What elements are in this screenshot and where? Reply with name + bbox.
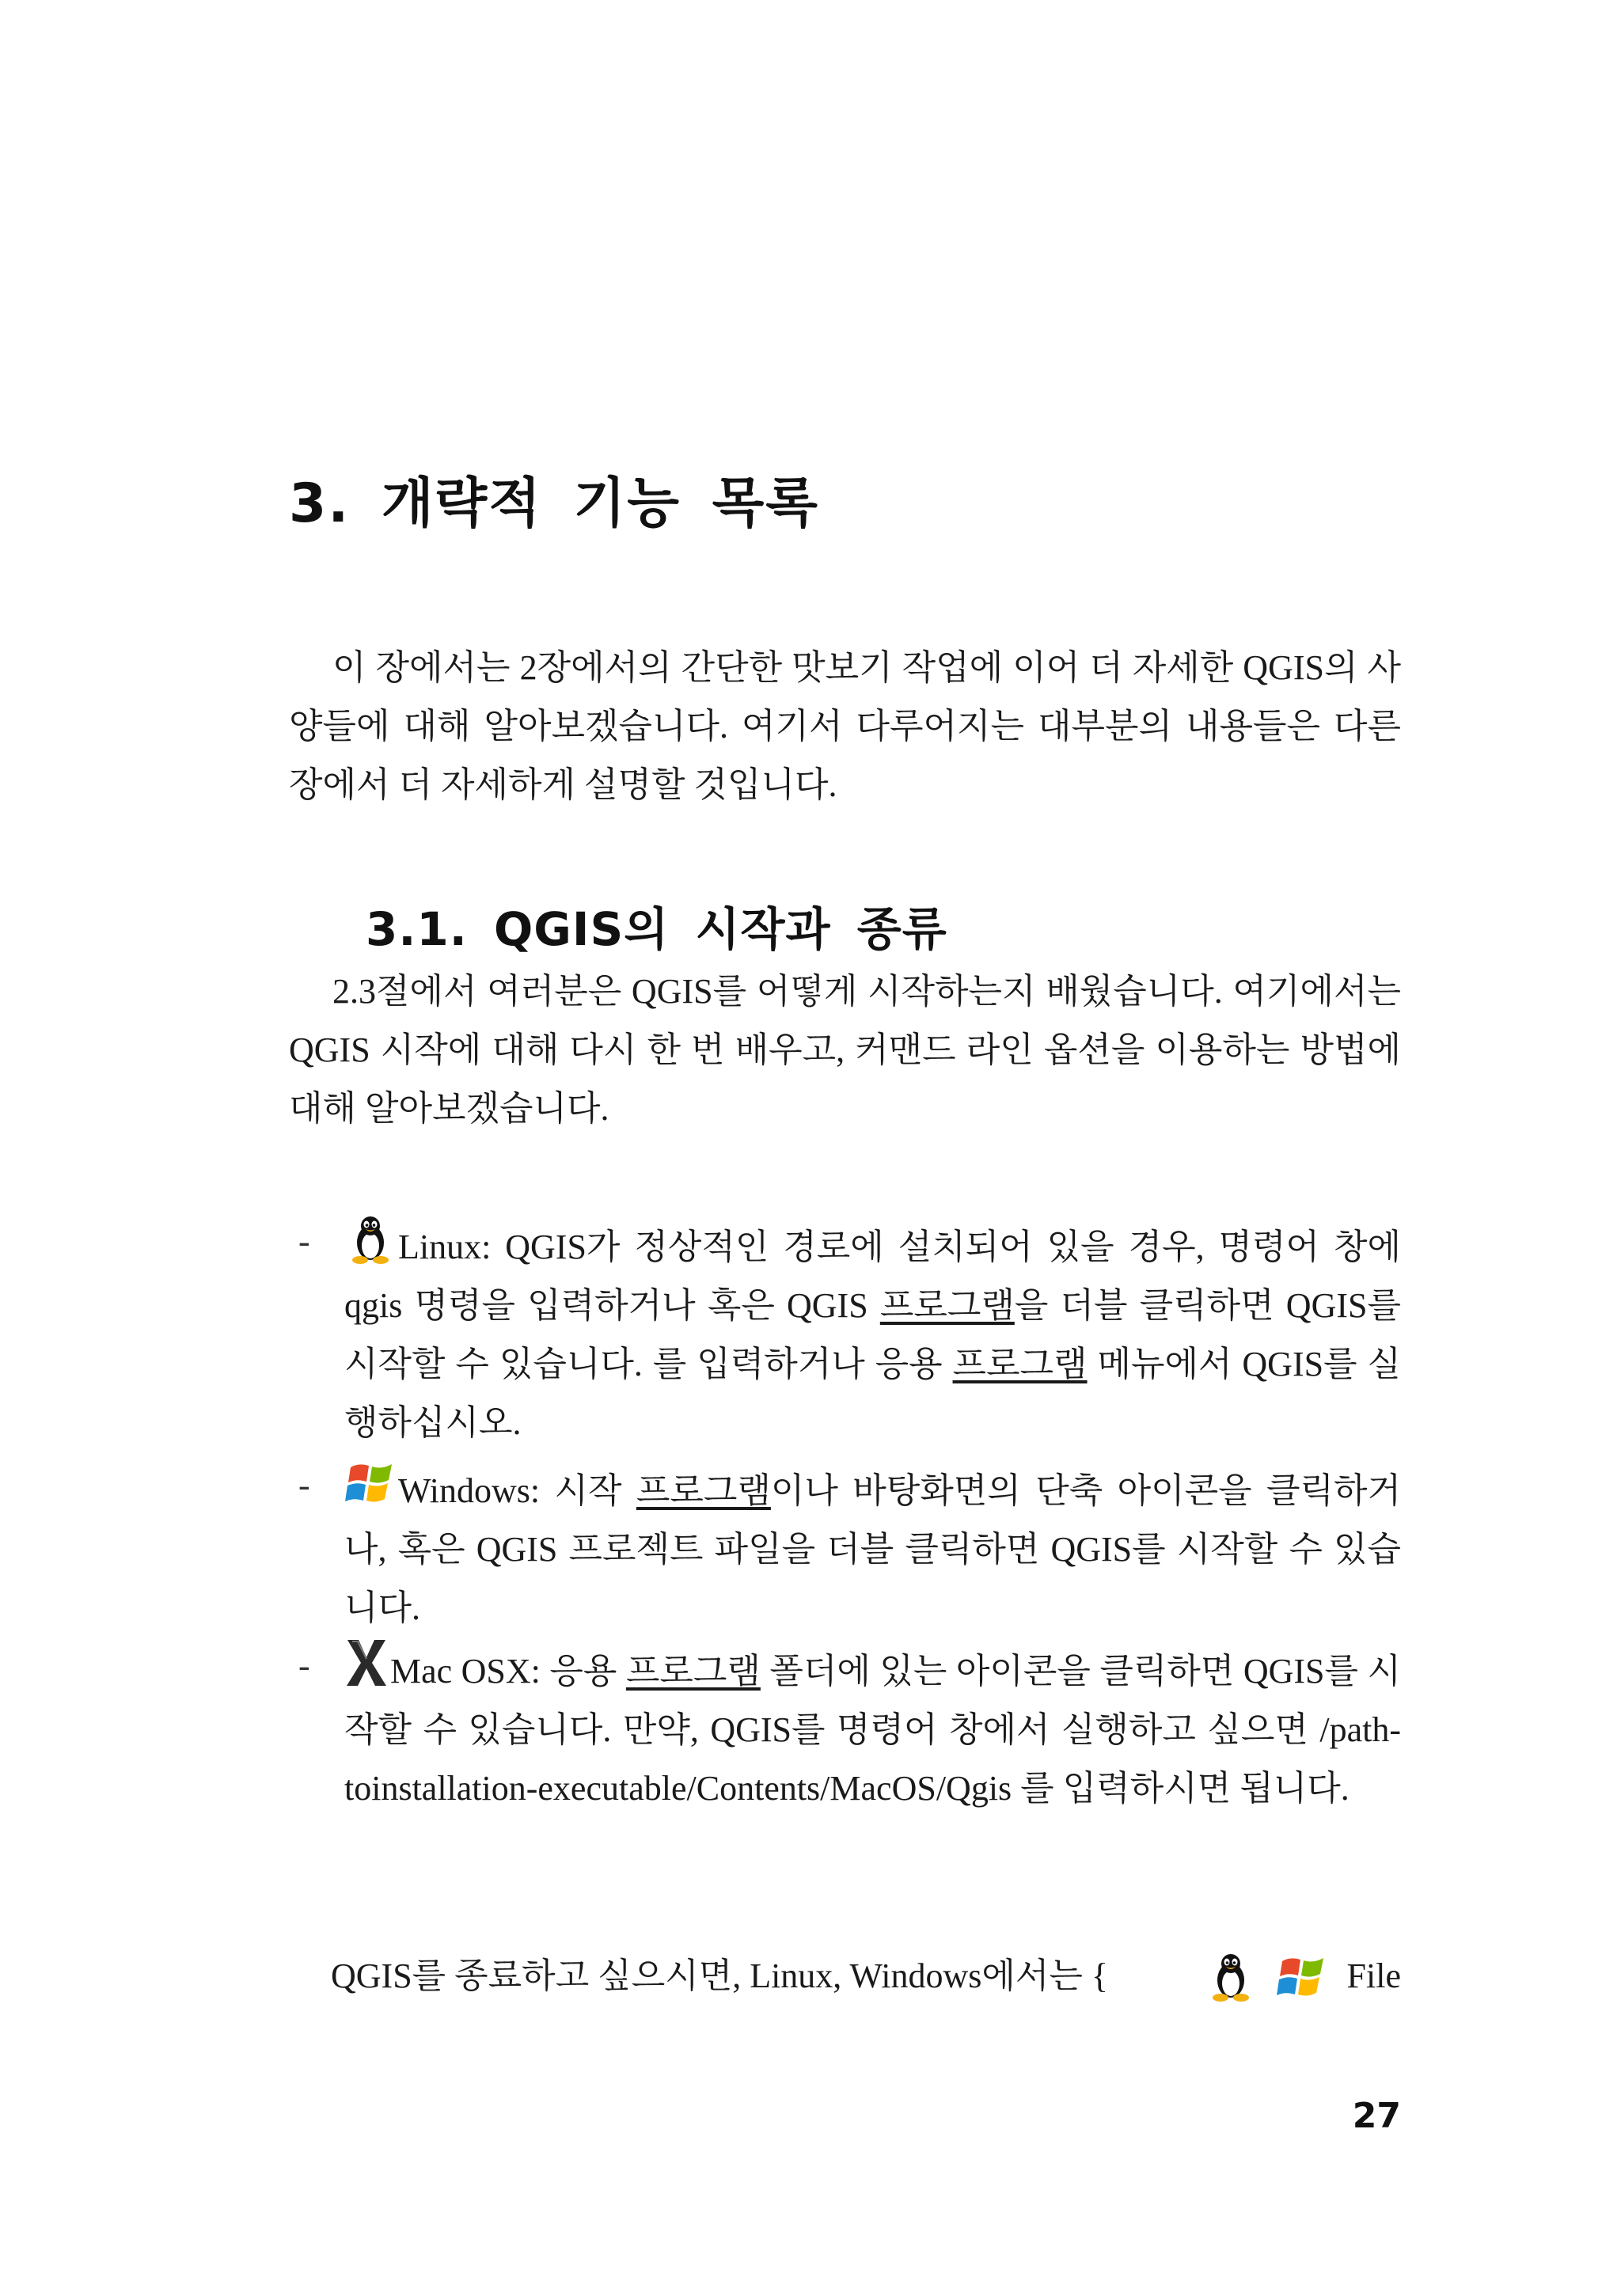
bullet-dash: -	[298, 1466, 310, 1505]
bullet-linux-seg2: 을 더블 클릭하면 QGIS를 시작할 수 있습니다. 를 입력하거나 응용	[344, 1286, 1401, 1383]
bullet-dash: -	[298, 1222, 310, 1261]
windows-logo-icon	[344, 1456, 397, 1509]
bullet-mac-seg1: Mac OSX: 응용	[390, 1652, 626, 1691]
mac-osx-x-icon	[344, 1637, 389, 1689]
section-title: 3.1. QGIS의 시작과 종류	[366, 902, 947, 956]
bullet-mac-text	[344, 1637, 1401, 1818]
bullet-windows-seg2: 이나 바탕화면의 단축 아이콘을 클릭하거나, 혹은 QGIS 프로젝트 파일을 더블 클릭하면 QGIS를 시작할 수 있습니다.	[344, 1471, 1401, 1627]
chapter-intro-paragraph: 이 장에서는 2장에서의 간단한 맛보기 작업에 이어 더 자세한 QGIS의 사양들에 대해 알아보겠습니다. 여기서 다루어지는 대부분의 내용들은 다른 장에서 더 자세하게 설명할 것입니다.	[289, 648, 1401, 804]
page-number: 27	[1352, 2096, 1401, 2136]
quit-text: QGIS를 종료하고 싶으시면, Linux, Windows에서는 {	[331, 1956, 1109, 1995]
underlined-program-word: 프로그램	[952, 1345, 1088, 1383]
underlined-program-word: 프로그램	[636, 1471, 771, 1510]
bullet-linux	[289, 1213, 1401, 1452]
tux-penguin-icon	[1205, 1950, 1257, 2002]
bullet-dash: -	[298, 1646, 310, 1685]
bullet-windows-seg1: Windows: 시작	[398, 1471, 636, 1510]
bullet-linux-seg3: 메뉴에서 QGIS를 실행하십시오.	[344, 1345, 1401, 1442]
tux-penguin-icon	[344, 1213, 397, 1265]
quit-instruction-line	[331, 1947, 1401, 2006]
bullet-windows-text	[344, 1456, 1401, 1638]
windows-logo-icon	[1276, 1950, 1328, 2002]
quit-os-icons	[1205, 1947, 1401, 2006]
bullet-mac-seg2: 폴더에 있는 아이콘을 클릭하면 QGIS를 시작할 수 있습니다. 만약, QGIS를 명령어 창에서 실행하고 싶으면 /path-toinstallation-executable/Contents/MacOS/Qgis 를 입력하시면 됩니다.	[344, 1652, 1401, 1808]
quit-file-menu-text: File	[1346, 1956, 1401, 1995]
underlined-program-word: 프로그램	[625, 1652, 761, 1691]
bullet-linux-seg1: Linux: QGIS가 정상적인 경로에 설치되어 있을 경우, 명령어 창에 qgis 명령을 입력하거나 혹은 QGIS	[344, 1228, 1401, 1325]
underlined-program-word: 프로그램	[879, 1286, 1015, 1325]
chapter-title: 3. 개략적 기능 목록	[289, 472, 819, 535]
bullet-windows	[289, 1456, 1401, 1638]
section-intro-paragraph: 2.3절에서 여러분은 QGIS를 어떻게 시작하는지 배웠습니다. 여기에서는 QGIS 시작에 대해 다시 한 번 배우고, 커맨드 라인 옵션을 이용하는 방법에 대해 알아보겠습니다.	[289, 972, 1401, 1128]
bullet-linux-text	[344, 1213, 1401, 1452]
bullet-mac	[289, 1637, 1401, 1818]
